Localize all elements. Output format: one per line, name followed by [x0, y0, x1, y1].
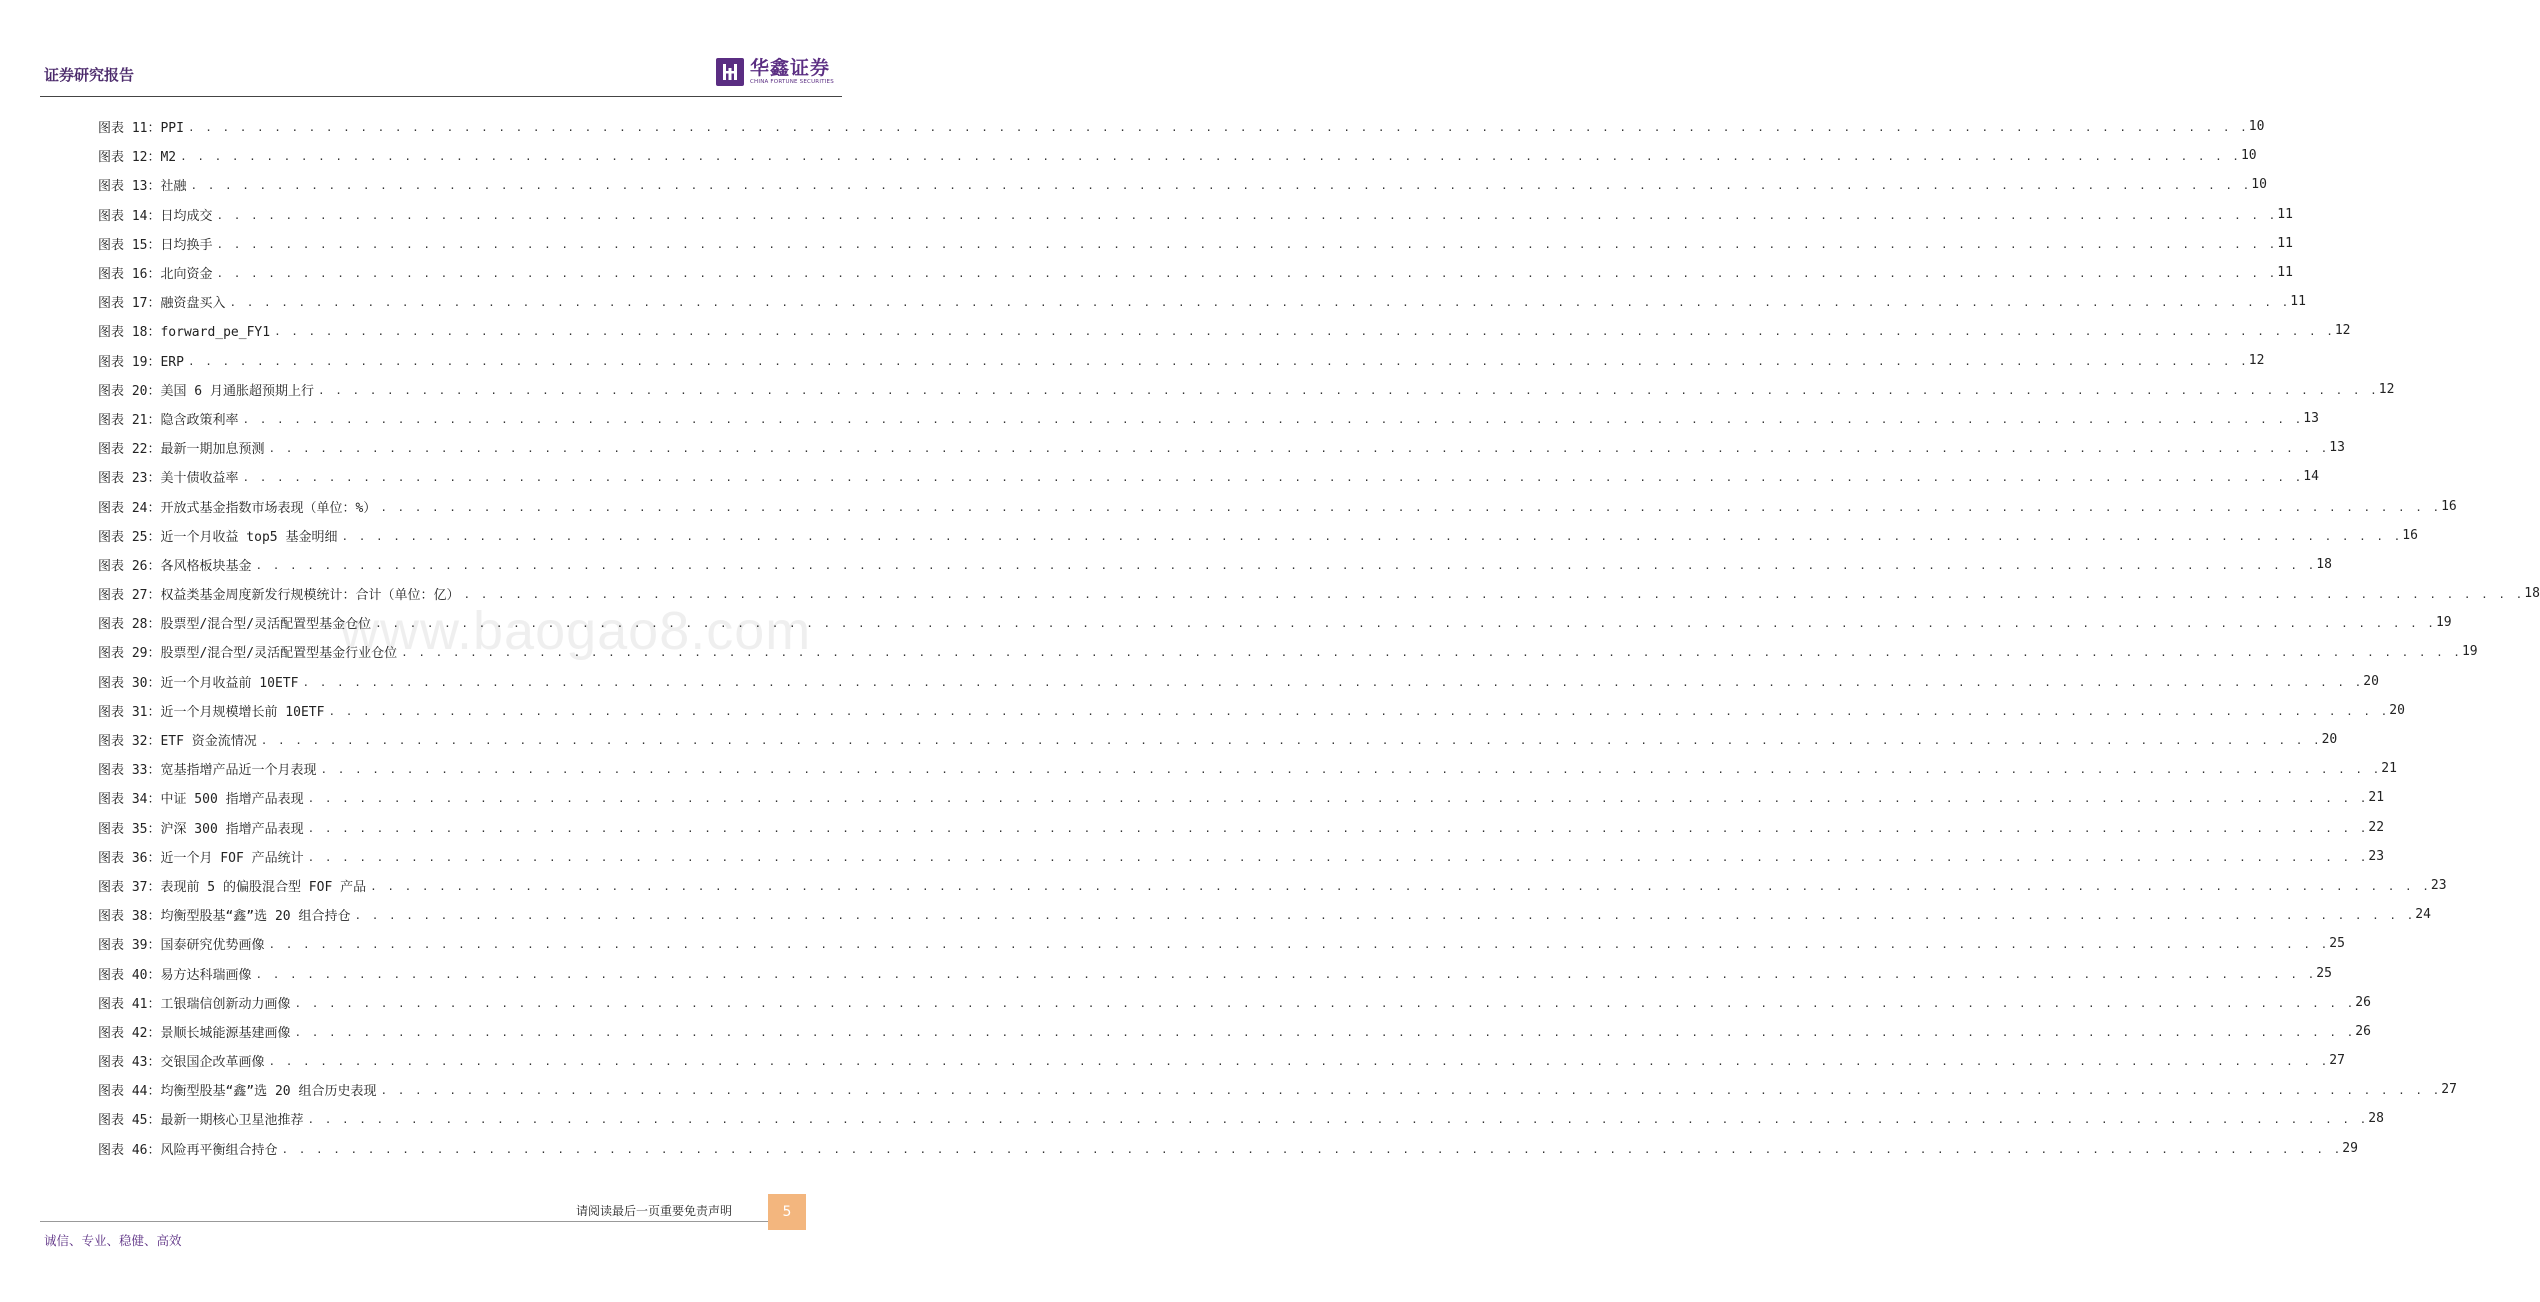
- toc-entry-label: 图表 17：融资盘买入: [98, 296, 226, 312]
- toc-entry[interactable]: [98, 433, 2345, 462]
- footer-divider: [40, 1221, 768, 1222]
- toc-entry-page: 20: [2389, 702, 2405, 718]
- toc-dot-leader: . . . . . . . . . . . . . . . . . . . . . . . . . . . . . . . . . . . . . . . . . . . . . . . . . . . . . . . . . . . . . . . . . . . . . . . . . . . . . . . . . . . . . . . . . . . . . . . . . . . . . . . . . . . . . . . . . . . . . . . .: [307, 821, 2369, 835]
- toc-entry-label: 图表 38：均衡型股基“鑫”选 20 组合持仓: [98, 909, 351, 925]
- toc-entry-page: 27: [2441, 1082, 2457, 1098]
- toc-entry-page: 21: [2368, 790, 2385, 806]
- toc-entry-label: 图表 43：交银国企改革画像: [98, 1055, 265, 1071]
- logo-english-name: CHINA FORTUNE SECURITIES: [750, 79, 834, 85]
- toc-entry-label: 图表 14：日均成交: [98, 208, 213, 224]
- toc-dot-leader: . . . . . . . . . . . . . . . . . . . . . . . . . . . . . . . . . . . . . . . . . . . . . . . . . . . . . . . . . . . . . . . . . . . . . . . . . . . . . . . . . . . . . . . . . . . . . . . . . . . . . . . . . . . . . . . . . . . . . . . .: [354, 909, 2416, 923]
- toc-entry-label: 图表 25：近一个月收益 top5 基金明细: [98, 529, 338, 545]
- toc-entry-label: 图表 19：ERP: [98, 354, 184, 370]
- toc-entry-label: 图表 13：社融: [98, 179, 187, 195]
- toc-entry[interactable]: [98, 929, 2345, 958]
- toc-entry-page: 10: [2240, 148, 2257, 164]
- toc-entry[interactable]: [98, 170, 2267, 199]
- toc-entry-page: 20: [2363, 673, 2379, 689]
- toc-dot-leader: . . . . . . . . . . . . . . . . . . . . . . . . . . . . . . . . . . . . . . . . . . . . . . . . . . . . . . . . . . . . . . . . . . . . . . . . . . . . . . . . . . . . . . . . . . . . . . . . . . . . . . . . . . . . . . . . . . . . . . . .: [463, 588, 2525, 602]
- header-divider: [40, 96, 842, 97]
- toc-entry-page: 26: [2355, 1023, 2371, 1039]
- toc-entry[interactable]: [98, 579, 2540, 608]
- toc-entry[interactable]: [98, 842, 2385, 871]
- toc-entry-page: 12: [2378, 381, 2395, 397]
- toc-entry-page: 19: [2435, 615, 2452, 631]
- toc-entry[interactable]: [98, 725, 2338, 754]
- toc-entry[interactable]: [98, 754, 2397, 783]
- toc-entry-label: 图表 39：国泰研究优势画像: [98, 938, 265, 954]
- toc-entry-page: 13: [2329, 440, 2345, 456]
- toc-entry-page: 11: [2290, 294, 2306, 310]
- toc-entry[interactable]: [98, 550, 2332, 579]
- toc-entry[interactable]: [98, 667, 2379, 696]
- toc-entry-label: 图表 41：工银瑞信创新动力画像: [98, 996, 291, 1012]
- toc-entry-page: 25: [2316, 965, 2332, 981]
- toc-entry[interactable]: [98, 521, 2418, 550]
- toc-entry-page: 21: [2381, 761, 2397, 777]
- toc-dot-leader: . . . . . . . . . . . . . . . . . . . . . . . . . . . . . . . . . . . . . . . . . . . . . . . . . . . . . . . . . . . . . . . . . . . . . . . . . . . . . . . . . . . . . . . . . . . . . . . . . . . . . . . . . . . . . . . . . . . . . . . .: [255, 558, 2317, 572]
- toc-dot-leader: . . . . . . . . . . . . . . . . . . . . . . . . . . . . . . . . . . . . . . . . . . . . . . . . . . . . . . . . . . . . . . . . . . . . . . . . . . . . . . . . . . . . . . . . . . . . . . . . . . . . . . . . . . . . . . . . . . . . . . . .: [401, 646, 2462, 660]
- toc-entry-label: 图表 28：股票型/混合型/灵活配置型基金仓位: [98, 617, 372, 633]
- toc-entry-page: 10: [2251, 177, 2267, 193]
- toc-entry-page: 19: [2461, 644, 2478, 660]
- toc-entry-label: 图表 45：最新一期核心卫星池推荐: [98, 1113, 304, 1129]
- toc-dot-leader: . . . . . . . . . . . . . . . . . . . . . . . . . . . . . . . . . . . . . . . . . . . . . . . . . . . . . . . . . . . . . . . . . . . . . . . . . . . . . . . . . . . . . . . . . . . . . . . . . . . . . . . . . . . . . . . . . . . . . . . .: [190, 179, 2252, 193]
- toc-entry[interactable]: [98, 1134, 2358, 1163]
- toc-entry-page: 16: [2402, 527, 2418, 543]
- toc-dot-leader: . . . . . . . . . . . . . . . . . . . . . . . . . . . . . . . . . . . . . . . . . . . . . . . . . . . . . . . . . . . . . . . . . . . . . . . . . . . . . . . . . . . . . . . . . . . . . . . . . . . . . . . . . . . . . . . . . . . . . . . .: [307, 792, 2369, 806]
- toc-entry[interactable]: [98, 958, 2332, 987]
- toc-entry-page: 22: [2368, 819, 2385, 835]
- toc-entry-page: 25: [2329, 936, 2345, 952]
- toc-entry-page: 28: [2368, 1111, 2384, 1127]
- toc-entry-page: 29: [2342, 1140, 2358, 1156]
- toc-entry-page: 23: [2368, 848, 2385, 864]
- toc-entry-label: 图表 18：forward_pe_FY1: [98, 325, 271, 341]
- toc-entry-label: 图表 46：风险再平衡组合持仓: [98, 1142, 278, 1158]
- toc-dot-leader: . . . . . . . . . . . . . . . . . . . . . . . . . . . . . . . . . . . . . . . . . . . . . . . . . . . . . . . . . . . . . . . . . . . . . . . . . . . . . . . . . . . . . . . . . . . . . . . . . . . . . . . . . . . . . . . . . . . . . . . .: [216, 208, 2278, 222]
- toc-dot-leader: . . . . . . . . . . . . . . . . . . . . . . . . . . . . . . . . . . . . . . . . . . . . . . . . . . . . . . . . . . . . . . . . . . . . . . . . . . . . . . . . . . . . . . . . . . . . . . . . . . . . . . . . . . . . . . . . . . . . . . . .: [375, 617, 2436, 631]
- toc-dot-leader: . . . . . . . . . . . . . . . . . . . . . . . . . . . . . . . . . . . . . . . . . . . . . . . . . . . . . . . . . . . . . . . . . . . . . . . . . . . . . . . . . . . . . . . . . . . . . . . . . . . . . . . . . . . . . . . . . . . . . . . .: [302, 675, 2364, 689]
- toc-entry[interactable]: [98, 637, 2478, 666]
- toc-dot-leader: . . . . . . . . . . . . . . . . . . . . . . . . . . . . . . . . . . . . . . . . . . . . . . . . . . . . . . . . . . . . . . . . . . . . . . . . . . . . . . . . . . . . . . . . . . . . . . . . . . . . . . . . . . . . . . . . . . . . . . . .: [242, 412, 2304, 426]
- toc-entry[interactable]: [98, 404, 2319, 433]
- logo-emblem-icon: [716, 58, 744, 86]
- toc-entry-label: 图表 24：开放式基金指数市场表现（单位：%）: [98, 500, 377, 516]
- toc-entry-page: 27: [2329, 1053, 2345, 1069]
- toc-entry[interactable]: [98, 1075, 2457, 1104]
- toc-dot-leader: . . . . . . . . . . . . . . . . . . . . . . . . . . . . . . . . . . . . . . . . . . . . . . . . . . . . . . . . . . . . . . . . . . . . . . . . . . . . . . . . . . . . . . . . . . . . . . . . . . . . . . . . . . . . . . . . . . . . . . . .: [255, 967, 2317, 981]
- toc-entry-page: 11: [2277, 235, 2293, 251]
- toc-entry-page: 16: [2441, 498, 2457, 514]
- toc-dot-leader: . . . . . . . . . . . . . . . . . . . . . . . . . . . . . . . . . . . . . . . . . . . . . . . . . . . . . . . . . . . . . . . . . . . . . . . . . . . . . . . . . . . . . . . . . . . . . . . . . . . . . . . . . . . . . . . . . . . . . . . .: [281, 1142, 2343, 1156]
- toc-entry-label: 图表 11：PPI: [98, 121, 184, 137]
- toc-dot-leader: . . . . . . . . . . . . . . . . . . . . . . . . . . . . . . . . . . . . . . . . . . . . . . . . . . . . . . . . . . . . . . . . . . . . . . . . . . . . . . . . . . . . . . . . . . . . . . . . . . . . . . . . . . . . . . . . . . . . . . . .: [328, 704, 2390, 718]
- toc-dot-leader: . . . . . . . . . . . . . . . . . . . . . . . . . . . . . . . . . . . . . . . . . . . . . . . . . . . . . . . . . . . . . . . . . . . . . . . . . . . . . . . . . . . . . . . . . . . . . . . . . . . . . . . . . . . . . . . . . . . . . . . .: [341, 529, 2403, 543]
- toc-entry-page: 12: [2248, 352, 2265, 368]
- toc-dot-leader: . . . . . . . . . . . . . . . . . . . . . . . . . . . . . . . . . . . . . . . . . . . . . . . . . . . . . . . . . . . . . . . . . . . . . . . . . . . . . . . . . . . . . . . . . . . . . . . . . . . . . . . . . . . . . . . . . . . . . . . .: [380, 500, 2442, 514]
- toc-entry-label: 图表 44：均衡型股基“鑫”选 20 组合历史表现: [98, 1084, 377, 1100]
- toc-entry-label: 图表 26：各风格板块基金: [98, 558, 252, 574]
- toc-entry-page: 24: [2415, 907, 2431, 923]
- toc-entry[interactable]: [98, 988, 2371, 1017]
- watermark-text: www.baogao8.com: [340, 601, 812, 661]
- toc-entry-label: 图表 34：中证 500 指增产品表现: [98, 792, 304, 808]
- toc-entry-label: 图表 40：易方达科瑞画像: [98, 967, 252, 983]
- toc-dot-leader: . . . . . . . . . . . . . . . . . . . . . . . . . . . . . . . . . . . . . . . . . . . . . . . . . . . . . . . . . . . . . . . . . . . . . . . . . . . . . . . . . . . . . . . . . . . . . . . . . . . . . . . . . . . . . . . . . . . . . . . .: [317, 383, 2379, 397]
- toc-dot-leader: . . . . . . . . . . . . . . . . . . . . . . . . . . . . . . . . . . . . . . . . . . . . . . . . . . . . . . . . . . . . . . . . . . . . . . . . . . . . . . . . . . . . . . . . . . . . . . . . . . . . . . . . . . . . . . . . . . . . . . . .: [380, 1084, 2442, 1098]
- toc-entry[interactable]: [98, 287, 2306, 316]
- toc-dot-leader: . . . . . . . . . . . . . . . . . . . . . . . . . . . . . . . . . . . . . . . . . . . . . . . . . . . . . . . . . . . . . . . . . . . . . . . . . . . . . . . . . . . . . . . . . . . . . . . . . . . . . . . . . . . . . . . . . . . . . . . .: [307, 850, 2369, 864]
- toc-entry-label: 图表 16：北向资金: [98, 267, 213, 283]
- company-slogan: 诚信、专业、稳健、高效: [44, 1233, 182, 1248]
- toc-entry[interactable]: [98, 316, 2351, 345]
- company-logo: [716, 58, 834, 86]
- disclaimer-notice: 请阅读最后一页重要免责声明: [576, 1204, 733, 1218]
- toc-entry[interactable]: [98, 491, 2457, 520]
- toc-entry[interactable]: [98, 608, 2452, 637]
- toc-entry-label: 图表 33：宽基指增产品近一个月表现: [98, 763, 317, 779]
- toc-entry-page: 12: [2334, 323, 2351, 339]
- toc-dot-leader: . . . . . . . . . . . . . . . . . . . . . . . . . . . . . . . . . . . . . . . . . . . . . . . . . . . . . . . . . . . . . . . . . . . . . . . . . . . . . . . . . . . . . . . . . . . . . . . . . . . . . . . . . . . . . . . . . . . . . . . .: [187, 121, 2249, 135]
- toc-dot-leader: . . . . . . . . . . . . . . . . . . . . . . . . . . . . . . . . . . . . . . . . . . . . . . . . . . . . . . . . . . . . . . . . . . . . . . . . . . . . . . . . . . . . . . . . . . . . . . . . . . . . . . . . . . . . . . . . . . . . . . . .: [242, 471, 2304, 485]
- toc-entry[interactable]: [98, 1104, 2384, 1133]
- toc-dot-leader: . . . . . . . . . . . . . . . . . . . . . . . . . . . . . . . . . . . . . . . . . . . . . . . . . . . . . . . . . . . . . . . . . . . . . . . . . . . . . . . . . . . . . . . . . . . . . . . . . . . . . . . . . . . . . . . . . . . . . . . .: [294, 1025, 2356, 1039]
- toc-dot-leader: . . . . . . . . . . . . . . . . . . . . . . . . . . . . . . . . . . . . . . . . . . . . . . . . . . . . . . . . . . . . . . . . . . . . . . . . . . . . . . . . . . . . . . . . . . . . . . . . . . . . . . . . . . . . . . . . . . . . . . . .: [268, 442, 2330, 456]
- toc-entry[interactable]: [98, 229, 2293, 258]
- toc-dot-leader: . . . . . . . . . . . . . . . . . . . . . . . . . . . . . . . . . . . . . . . . . . . . . . . . . . . . . . . . . . . . . . . . . . . . . . . . . . . . . . . . . . . . . . . . . . . . . . . . . . . . . . . . . . . . . . . . . . . . . . . .: [268, 938, 2330, 952]
- toc-dot-leader: . . . . . . . . . . . . . . . . . . . . . . . . . . . . . . . . . . . . . . . . . . . . . . . . . . . . . . . . . . . . . . . . . . . . . . . . . . . . . . . . . . . . . . . . . . . . . . . . . . . . . . . . . . . . . . . . . . . . . . . .: [216, 267, 2278, 281]
- toc-entry-page: 23: [2430, 877, 2447, 893]
- toc-entry[interactable]: [98, 696, 2405, 725]
- page-number: 5: [768, 1194, 806, 1230]
- toc-entry-page: 18: [2316, 556, 2332, 572]
- toc-entry-page: 14: [2303, 469, 2319, 485]
- toc-entry-page: 11: [2277, 206, 2293, 222]
- toc-entry[interactable]: [98, 112, 2265, 141]
- toc-entry-label: 图表 36：近一个月 FOF 产品统计: [98, 850, 304, 866]
- toc-dot-leader: . . . . . . . . . . . . . . . . . . . . . . . . . . . . . . . . . . . . . . . . . . . . . . . . . . . . . . . . . . . . . . . . . . . . . . . . . . . . . . . . . . . . . . . . . . . . . . . . . . . . . . . . . . . . . . . . . . . . . . . .: [180, 150, 2241, 164]
- toc-entry[interactable]: [98, 258, 2293, 287]
- toc-entry-label: 图表 31：近一个月规模增长前 10ETF: [98, 704, 325, 720]
- toc-entry-label: 图表 20：美国 6 月通胀超预期上行: [98, 383, 314, 399]
- toc-entry[interactable]: [98, 1046, 2345, 1075]
- toc-entry-label: 图表 32：ETF 资金流情况: [98, 734, 257, 750]
- toc-entry-page: 13: [2303, 410, 2319, 426]
- toc-entry[interactable]: [98, 141, 2257, 170]
- toc-dot-leader: . . . . . . . . . . . . . . . . . . . . . . . . . . . . . . . . . . . . . . . . . . . . . . . . . . . . . . . . . . . . . . . . . . . . . . . . . . . . . . . . . . . . . . . . . . . . . . . . . . . . . . . . . . . . . . . . . . . . . . . .: [260, 734, 2322, 748]
- toc-entry-label: 图表 23：美十债收益率: [98, 471, 239, 487]
- toc-entry[interactable]: [98, 462, 2319, 491]
- table-of-figures: [98, 112, 2540, 1163]
- toc-entry-label: 图表 30：近一个月收益前 10ETF: [98, 675, 299, 691]
- toc-entry[interactable]: [98, 871, 2447, 900]
- toc-entry-page: 18: [2524, 586, 2540, 602]
- toc-entry-page: 20: [2321, 732, 2338, 748]
- toc-entry-label: 图表 35：沪深 300 指增产品表现: [98, 821, 304, 837]
- toc-dot-leader: . . . . . . . . . . . . . . . . . . . . . . . . . . . . . . . . . . . . . . . . . . . . . . . . . . . . . . . . . . . . . . . . . . . . . . . . . . . . . . . . . . . . . . . . . . . . . . . . . . . . . . . . . . . . . . . . . . . . . . . .: [294, 996, 2356, 1010]
- toc-dot-leader: . . . . . . . . . . . . . . . . . . . . . . . . . . . . . . . . . . . . . . . . . . . . . . . . . . . . . . . . . . . . . . . . . . . . . . . . . . . . . . . . . . . . . . . . . . . . . . . . . . . . . . . . . . . . . . . . . . . . . . . .: [268, 1055, 2330, 1069]
- toc-dot-leader: . . . . . . . . . . . . . . . . . . . . . . . . . . . . . . . . . . . . . . . . . . . . . . . . . . . . . . . . . . . . . . . . . . . . . . . . . . . . . . . . . . . . . . . . . . . . . . . . . . . . . . . . . . . . . . . . . . . . . . . .: [370, 879, 2431, 893]
- toc-entry-label: 图表 29：股票型/混合型/灵活配置型基金行业仓位: [98, 646, 398, 662]
- report-type-title: 证券研究报告: [44, 66, 135, 84]
- toc-dot-leader: . . . . . . . . . . . . . . . . . . . . . . . . . . . . . . . . . . . . . . . . . . . . . . . . . . . . . . . . . . . . . . . . . . . . . . . . . . . . . . . . . . . . . . . . . . . . . . . . . . . . . . . . . . . . . . . . . . . . . . . .: [216, 237, 2278, 251]
- toc-entry[interactable]: [98, 375, 2395, 404]
- toc-entry-label: 图表 37：表现前 5 的偏股混合型 FOF 产品: [98, 879, 367, 895]
- toc-dot-leader: . . . . . . . . . . . . . . . . . . . . . . . . . . . . . . . . . . . . . . . . . . . . . . . . . . . . . . . . . . . . . . . . . . . . . . . . . . . . . . . . . . . . . . . . . . . . . . . . . . . . . . . . . . . . . . . . . . . . . . . .: [274, 325, 2335, 339]
- toc-entry-label: 图表 12：M2: [98, 150, 177, 166]
- toc-entry[interactable]: [98, 813, 2385, 842]
- toc-dot-leader: . . . . . . . . . . . . . . . . . . . . . . . . . . . . . . . . . . . . . . . . . . . . . . . . . . . . . . . . . . . . . . . . . . . . . . . . . . . . . . . . . . . . . . . . . . . . . . . . . . . . . . . . . . . . . . . . . . . . . . . .: [229, 296, 2291, 310]
- toc-entry-label: 图表 42：景顺长城能源基建画像: [98, 1025, 291, 1041]
- toc-entry[interactable]: [98, 1017, 2371, 1046]
- toc-entry-page: 10: [2248, 119, 2265, 135]
- toc-dot-leader: . . . . . . . . . . . . . . . . . . . . . . . . . . . . . . . . . . . . . . . . . . . . . . . . . . . . . . . . . . . . . . . . . . . . . . . . . . . . . . . . . . . . . . . . . . . . . . . . . . . . . . . . . . . . . . . . . . . . . . . .: [307, 1113, 2369, 1127]
- toc-entry-label: 图表 27：权益类基金周度新发行规模统计：合计（单位：亿）: [98, 588, 460, 604]
- toc-entry[interactable]: [98, 900, 2431, 929]
- toc-dot-leader: . . . . . . . . . . . . . . . . . . . . . . . . . . . . . . . . . . . . . . . . . . . . . . . . . . . . . . . . . . . . . . . . . . . . . . . . . . . . . . . . . . . . . . . . . . . . . . . . . . . . . . . . . . . . . . . . . . . . . . . .: [320, 763, 2382, 777]
- toc-entry-label: 图表 22：最新一期加息预测: [98, 442, 265, 458]
- logo-chinese-name: 华鑫证券: [750, 57, 831, 79]
- toc-entry-page: 11: [2277, 265, 2293, 281]
- toc-entry-page: 26: [2355, 994, 2371, 1010]
- toc-dot-leader: . . . . . . . . . . . . . . . . . . . . . . . . . . . . . . . . . . . . . . . . . . . . . . . . . . . . . . . . . . . . . . . . . . . . . . . . . . . . . . . . . . . . . . . . . . . . . . . . . . . . . . . . . . . . . . . . . . . . . . . .: [187, 354, 2249, 368]
- toc-entry-label: 图表 15：日均换手: [98, 237, 213, 253]
- toc-entry[interactable]: [98, 783, 2385, 812]
- toc-entry[interactable]: [98, 346, 2265, 375]
- toc-entry[interactable]: [98, 200, 2293, 229]
- toc-entry-label: 图表 21：隐含政策利率: [98, 412, 239, 428]
